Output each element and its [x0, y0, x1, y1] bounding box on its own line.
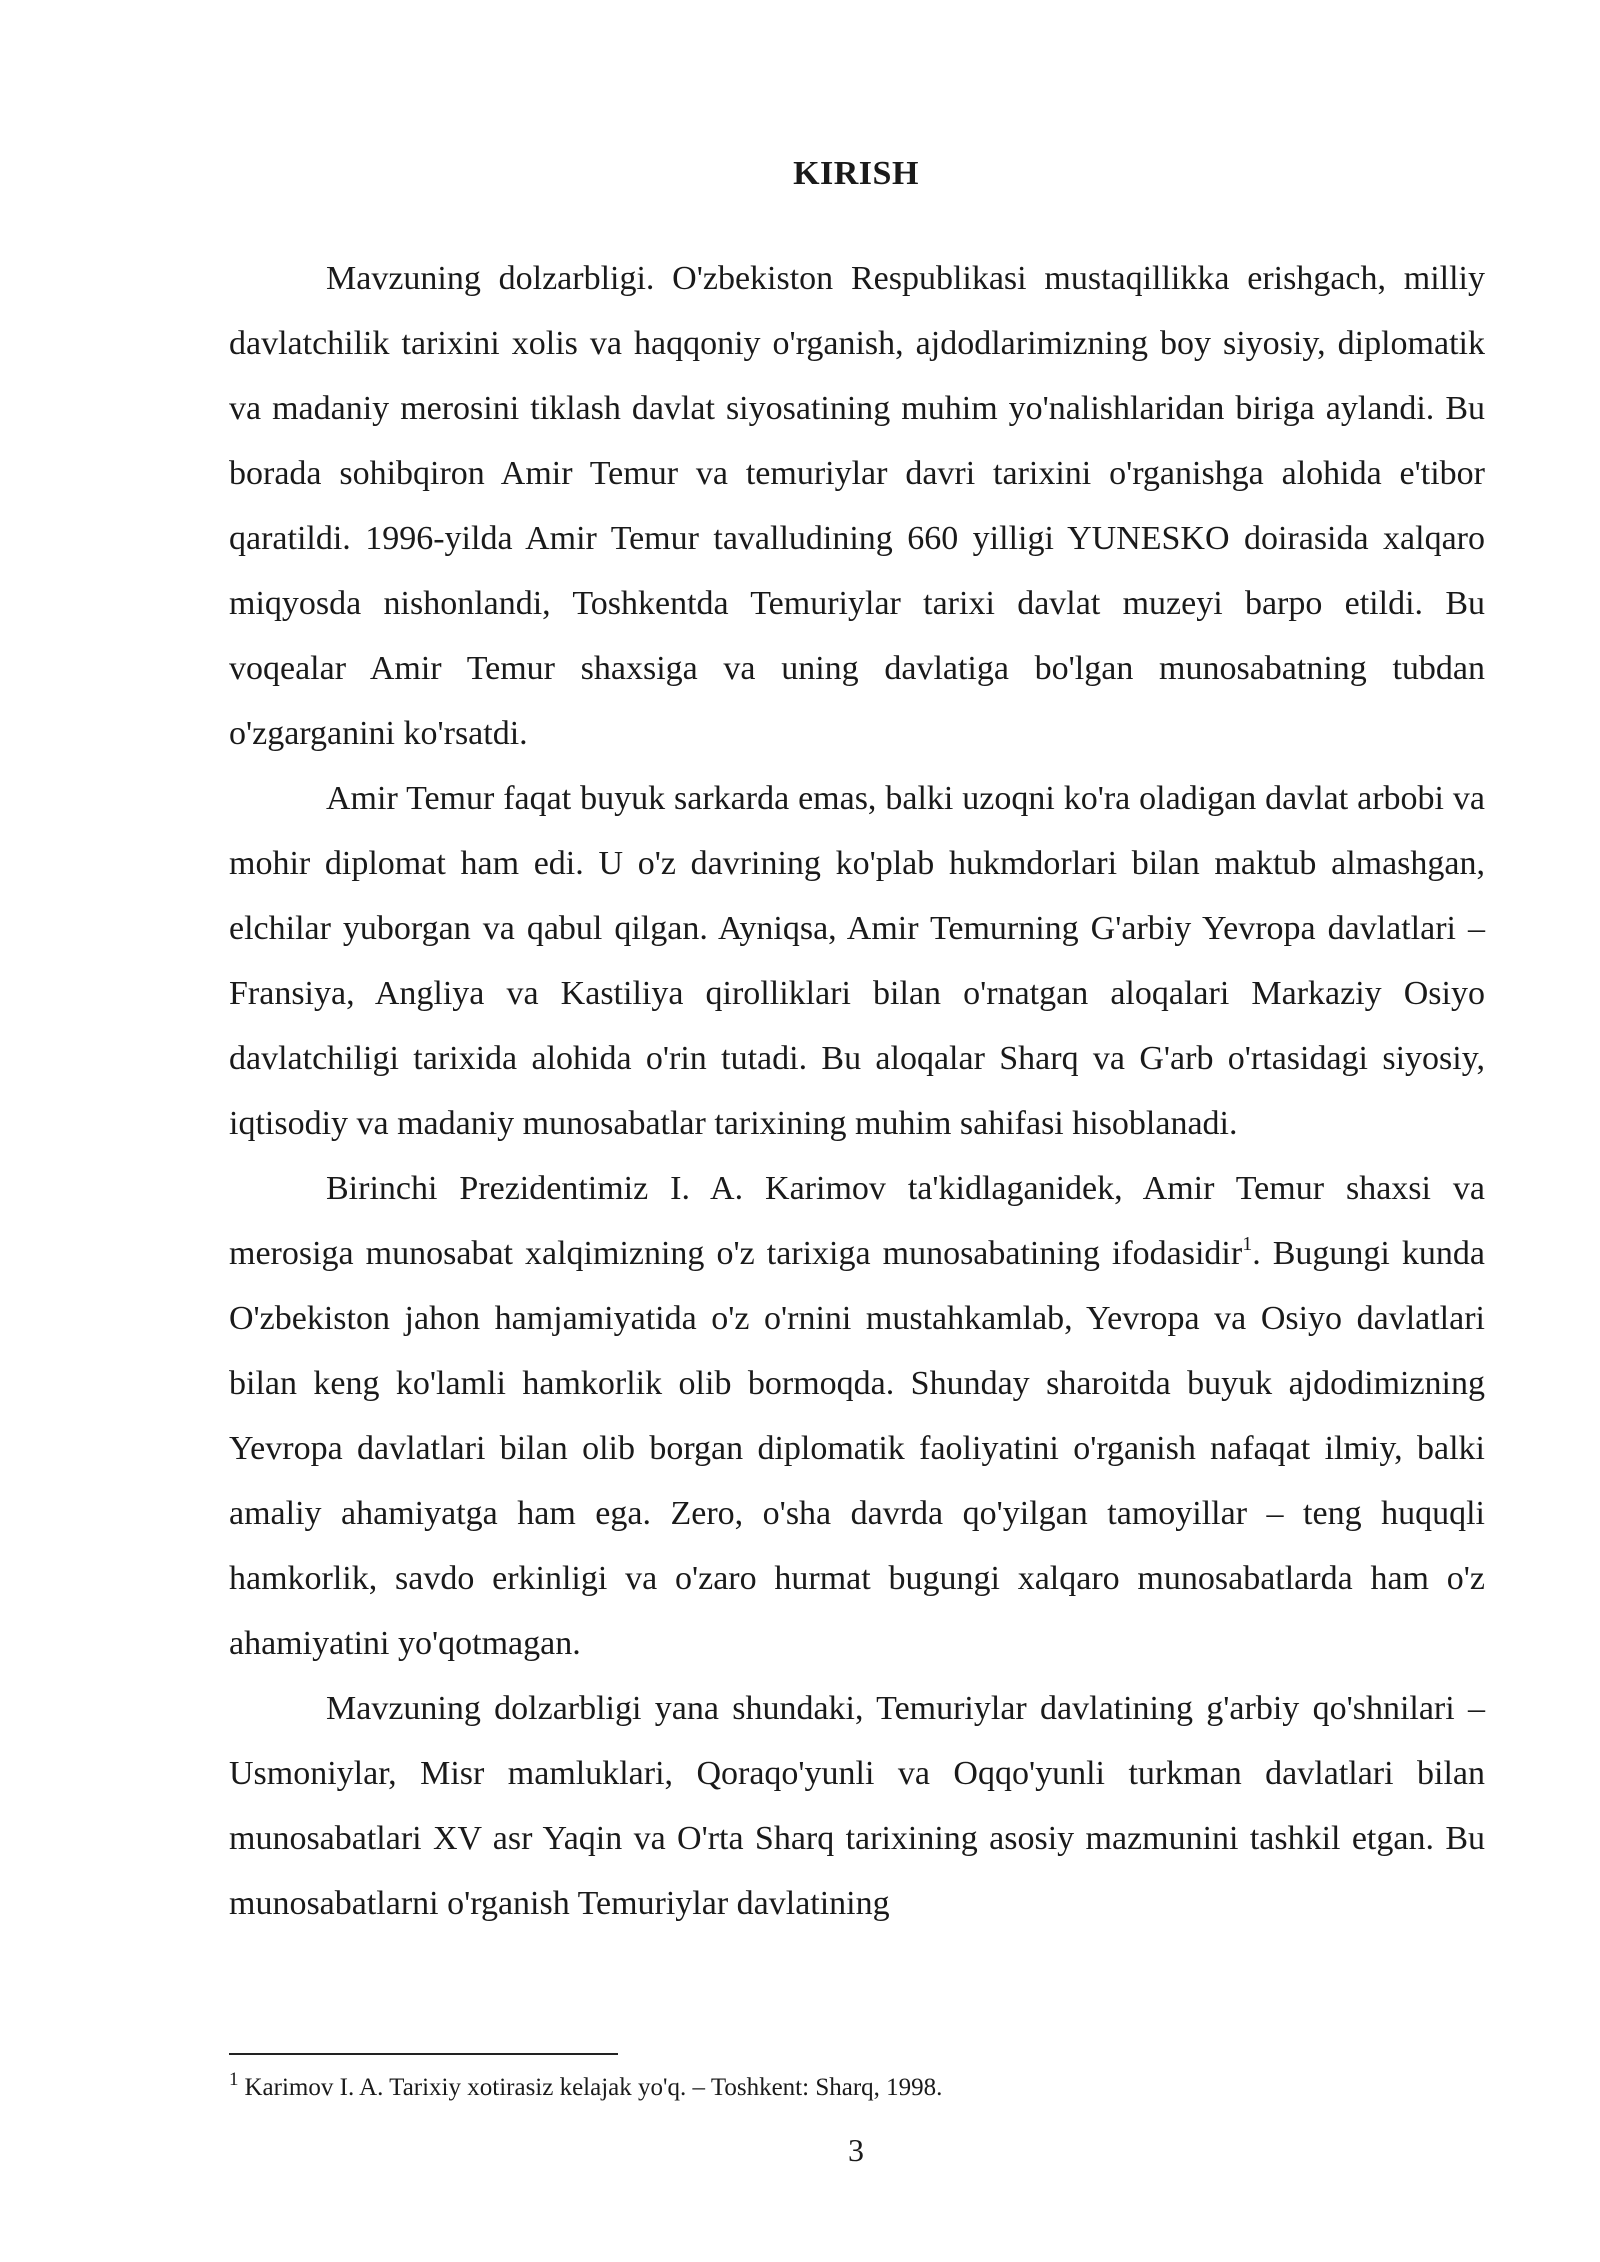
footnote-separator — [229, 2053, 618, 2055]
footnote-text: Karimov I. A. Tarixiy xotirasiz kelajak yo'q. – Toshkent: Sharq, 1998. — [244, 2074, 943, 2101]
footnote-reference[interactable]: 1 — [1242, 1233, 1253, 1255]
footnote — [229, 2070, 1485, 2106]
paragraph-4-text: Mavzuning dolzarbligi yana shundaki, Temuriylar davlatining g'arbiy qo'shnilari – Usmoniylar, Misr mamluklari, Qoraqo'yunli va Oqqo'yunli turkman davlatlari bilan munosabatlari XV asr Yaqin va O'rta Sharq tarixining asosiy mazmunini tashkil etgan. Bu munosabatlarni o'rganish Temuriylar davlatining — [229, 1690, 1485, 1922]
paragraph-2-text: Amir Temur faqat buyuk sarkarda emas, balki uzoqni ko'ra oladigan davlat arbobi va mohir diplomat ham edi. U o'z davrining ko'plab hukmdorlari bilan maktub almashgan, elchilar yuborgan va qabul qilgan. Ayniqsa, Amir Temurning G'arbiy Yevropa davlatlari – Fransiya, Angliya va Kastiliya qirolliklari bilan o'rnatgan aloqalari Markaziy Osiyo davlatchiligi tarixida alohida o'rin tutadi. Bu aloqalar Sharq va G'arb o'rtasidagi siyosiy, iqtisodiy va madaniy munosabatlar tarixining muhim sahifasi hisoblanadi. — [229, 780, 1485, 1142]
paragraph-3-text-before: Birinchi Prezidentimiz I. A. Karimov ta'kidlaganidek, Amir Temur shaxsi va merosiga munosabat xalqimizning o'z tarixiga munosabatining ifodasidir — [229, 1170, 1485, 1272]
paragraph-1 — [229, 246, 1485, 766]
page-title: KIRISH — [793, 155, 919, 192]
footnote-number: 1 — [229, 2069, 239, 2090]
paragraph-3 — [229, 1156, 1485, 1676]
paragraph-3-text-after: . Bugungi kunda O'zbekiston jahon hamjamiyatida o'z o'rnini mustahkamlab, Yevropa va Osiyo davlatlari bilan keng ko'lamli hamkorlik olib bormoqda. Shunday sharoitda buyuk ajdodimizning Yevropa davlatlari bilan olib borgan diplomatik faoliyatini o'rganish nafaqat ilmiy, balki amaliy ahamiyatga ham ega. Zero, o'sha davrda qo'yilgan tamoyillar – teng huquqli hamkorlik, savdo erkinligi va o'zaro hurmat bugungi xalqaro munosabatlarda ham o'z ahamiyatini yo'qotmagan. — [229, 1235, 1485, 1662]
paragraph-1-text: Mavzuning dolzarbligi. O'zbekiston Respublikasi mustaqillikka erishgach, milliy davlatchilik tarixini xolis va haqqoniy o'rganish, ajdodlarimizning boy siyosiy, diplomatik va madaniy merosini tiklash davlat siyosatining muhim yo'nalishlaridan biriga aylandi. Bu borada sohibqiron Amir Temur va temuriylar davri tarixini o'rganishga alohida e'tibor qaratildi. 1996-yilda Amir Temur tavalludining 660 yilligi YUNESKO doirasida xalqaro miqyosda nishonlandi, Toshkentda Temuriylar tarixi davlat muzeyi barpo etildi. Bu voqealar Amir Temur shaxsiga va uning davlatiga bo'lgan munosabatning tubdan o'zgarganini ko'rsatdi. — [229, 260, 1485, 752]
page-number: 3 — [848, 2132, 864, 2168]
paragraph-4 — [229, 1676, 1485, 1936]
paragraph-2 — [229, 766, 1485, 1156]
body-text — [229, 246, 1485, 1936]
